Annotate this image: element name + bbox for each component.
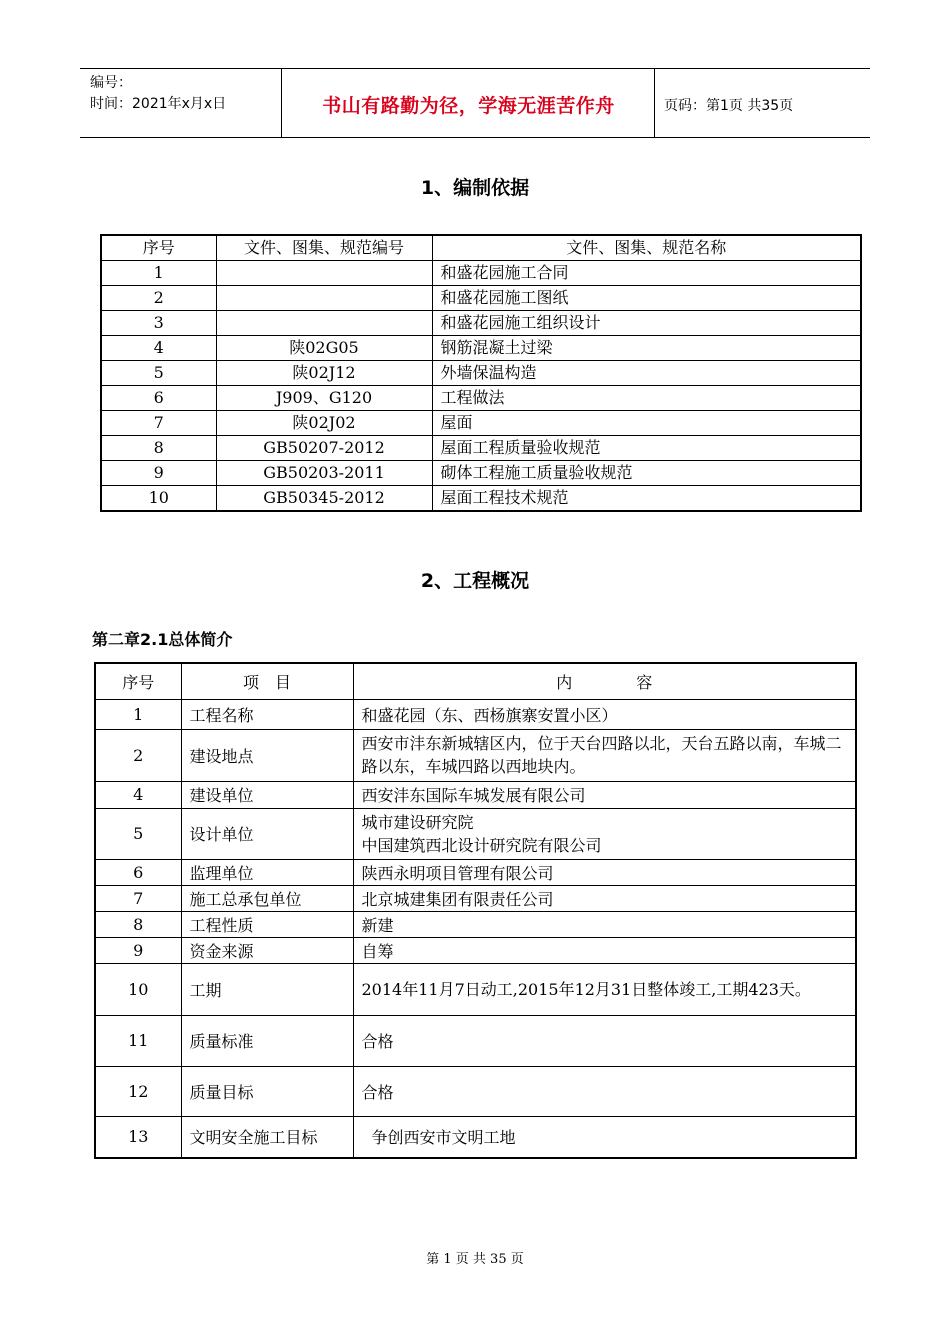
row-code: GB50345-2012 (216, 486, 432, 512)
table-row (95, 1066, 856, 1116)
table-row (101, 461, 861, 486)
row-number: 3 (101, 311, 216, 336)
row-number: 9 (95, 937, 181, 963)
doc-time-label: 时间：2021年x月x日 (90, 96, 227, 112)
row-content: 和盛花园（东、西杨旗寨安置小区） (353, 699, 856, 729)
row-number: 5 (95, 808, 181, 859)
table-row (101, 486, 861, 512)
row-code: GB50203-2011 (216, 461, 432, 486)
row-number: 10 (95, 963, 181, 1015)
row-number: 5 (101, 361, 216, 386)
column-header: 内 容 (353, 663, 856, 699)
row-item: 工程名称 (181, 699, 353, 729)
row-name: 和盛花园施工图纸 (432, 286, 861, 311)
row-content: 西安市沣东新城辖区内，位于天台四路以北，天台五路以南，车城二路以东，车城四路以西地块内。 (353, 729, 856, 781)
row-code (216, 261, 432, 286)
table-row (101, 361, 861, 386)
row-name: 钢筋混凝土过梁 (432, 336, 861, 361)
table-row (101, 336, 861, 361)
row-number: 7 (95, 885, 181, 911)
table-row (95, 885, 856, 911)
table-row (95, 781, 856, 808)
table-header-row (101, 235, 861, 261)
row-item: 建设单位 (181, 781, 353, 808)
row-name: 工程做法 (432, 386, 861, 411)
table-row (95, 699, 856, 729)
row-name: 和盛花园施工合同 (432, 261, 861, 286)
row-number: 6 (95, 859, 181, 885)
row-number: 1 (95, 699, 181, 729)
column-header: 序号 (101, 235, 216, 261)
doc-number-label: 编号： (90, 75, 132, 91)
overview-table (94, 662, 857, 1159)
row-name: 屋面工程质量验收规范 (432, 436, 861, 461)
row-code: 陕02J02 (216, 411, 432, 436)
row-content: 合格 (353, 1066, 856, 1116)
page-footer: 第 1 页 共 35 页 (426, 1252, 524, 1267)
row-name: 和盛花园施工组织设计 (432, 311, 861, 336)
row-number: 10 (101, 486, 216, 512)
row-item: 施工总承包单位 (181, 885, 353, 911)
row-content: 自筹 (353, 937, 856, 963)
row-number: 11 (95, 1015, 181, 1066)
row-name: 屋面 (432, 411, 861, 436)
section-title-basis: 1、编制依据 (420, 177, 530, 199)
row-number: 13 (95, 1116, 181, 1158)
column-header: 项 目 (181, 663, 353, 699)
table-row (101, 286, 861, 311)
row-item: 设计单位 (181, 808, 353, 859)
row-name: 屋面工程技术规范 (432, 486, 861, 512)
table-row (95, 1015, 856, 1066)
table-row (95, 859, 856, 885)
row-code (216, 311, 432, 336)
row-number: 1 (101, 261, 216, 286)
row-item: 质量标准 (181, 1015, 353, 1066)
row-number: 8 (95, 911, 181, 937)
table-row (101, 411, 861, 436)
header-page-number: 页码：第1页 共35页 (664, 98, 794, 114)
page-header (80, 68, 870, 138)
row-item: 工期 (181, 963, 353, 1015)
column-header: 序号 (95, 663, 181, 699)
table-row (101, 311, 861, 336)
row-number: 8 (101, 436, 216, 461)
row-number: 4 (101, 336, 216, 361)
row-content: 陕西永明项目管理有限公司 (353, 859, 856, 885)
row-code: 陕02J12 (216, 361, 432, 386)
row-item: 工程性质 (181, 911, 353, 937)
row-item: 建设地点 (181, 729, 353, 781)
row-code: 陕02G05 (216, 336, 432, 361)
row-number: 12 (95, 1066, 181, 1116)
row-content (353, 808, 856, 859)
table-row (95, 808, 856, 859)
row-item: 质量目标 (181, 1066, 353, 1116)
basis-table (100, 234, 862, 512)
row-content-line: 城市建设研究院 (361, 812, 474, 832)
row-number: 9 (101, 461, 216, 486)
table-row (101, 386, 861, 411)
row-number: 2 (95, 729, 181, 781)
table-row (95, 729, 856, 781)
row-number: 6 (101, 386, 216, 411)
row-content: 新建 (353, 911, 856, 937)
row-code (216, 286, 432, 311)
column-header: 文件、图集、规范名称 (432, 235, 861, 261)
table-row (95, 963, 856, 1015)
row-item: 监理单位 (181, 859, 353, 885)
row-content: 2014年11月7日动工,2015年12月31日整体竣工,工期423天。 (353, 963, 856, 1015)
row-content: 西安沣东国际车城发展有限公司 (353, 781, 856, 808)
row-number: 7 (101, 411, 216, 436)
row-content-line: 中国建筑西北设计研究院有限公司 (361, 835, 602, 855)
row-number: 2 (101, 286, 216, 311)
row-code: J909、G120 (216, 386, 432, 411)
row-name: 砌体工程施工质量验收规范 (432, 461, 861, 486)
row-code: GB50207-2012 (216, 436, 432, 461)
section-title-overview: 2、工程概况 (420, 570, 530, 592)
row-item: 文明安全施工目标 (181, 1116, 353, 1158)
column-header: 文件、图集、规范编号 (216, 235, 432, 261)
table-header-row (95, 663, 856, 699)
header-meta (90, 73, 226, 115)
row-name: 外墙保温构造 (432, 361, 861, 386)
table-row (101, 436, 861, 461)
table-row (95, 1116, 856, 1158)
table-row (101, 261, 861, 286)
row-content: 合格 (353, 1015, 856, 1066)
row-item: 资金来源 (181, 937, 353, 963)
row-content: 争创西安市文明工地 (353, 1116, 856, 1158)
table-row (95, 911, 856, 937)
table-row (95, 937, 856, 963)
chapter-subtitle: 第二章2.1总体简介 (92, 630, 233, 649)
header-motto: 书山有路勤为径，学海无涯苦作舟 (322, 95, 615, 117)
row-number: 4 (95, 781, 181, 808)
row-content: 北京城建集团有限责任公司 (353, 885, 856, 911)
